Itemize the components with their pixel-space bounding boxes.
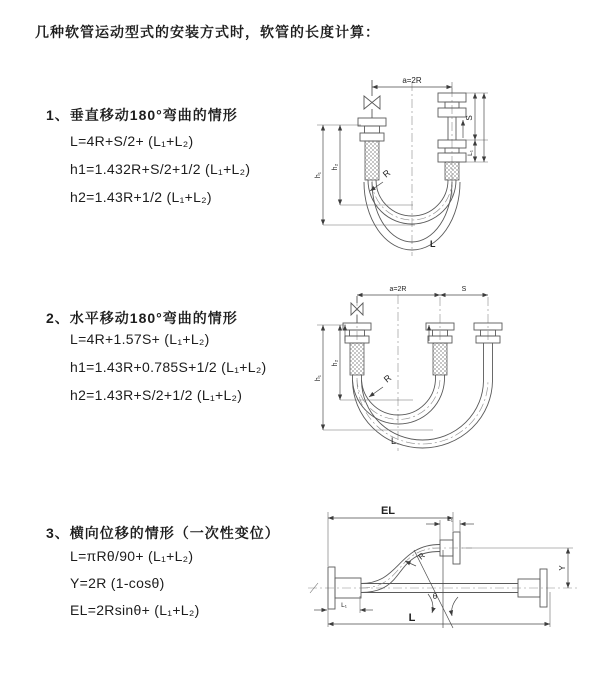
dim-label-l-total: L — [391, 436, 397, 446]
section1-formula-h1: h1=1.432R+S/2+1/2 (L₁+L₂) — [70, 161, 251, 177]
centerlines — [357, 295, 488, 451]
dim-label-s: S — [461, 286, 467, 293]
section1-heading: 1、垂直移动180°弯曲的情形 — [46, 107, 238, 123]
motion-arrows — [345, 325, 429, 341]
section3-formula-L: L=πRθ/90+ (L₁+L₂) — [70, 548, 194, 564]
dim-label-h1: h₁ — [315, 171, 322, 179]
section3-formula-EL: EL=2Rsinθ+ (L₁+L₂) — [70, 602, 200, 618]
dim-a2r-s — [357, 286, 488, 295]
section2-heading: 2、水平移动180°弯曲的情形 — [46, 310, 238, 326]
dim-label-l-total: L — [408, 612, 416, 624]
dim-label-r: R — [416, 550, 427, 562]
page-title: 几种软管运动型式的安装方式时，软管的长度计算： — [35, 24, 380, 40]
dim-label-y: Y — [558, 565, 567, 571]
dim-label-l-total: L — [430, 239, 436, 249]
dim-y — [462, 548, 573, 588]
section3-heading: 3、横向位移的情形（一次性变位） — [46, 525, 280, 541]
dim-s-l1 — [460, 93, 488, 162]
hose-second-position — [353, 380, 493, 448]
braided-hose-section — [445, 162, 459, 180]
section1-formula-h2: h2=1.43R+1/2 (L₁+L₂) — [70, 189, 212, 205]
radius-label — [369, 372, 394, 397]
dim-label-a2r: a=2R — [389, 286, 407, 293]
dim-label-h1: h₁ — [315, 374, 322, 382]
dim-label-s: S — [465, 115, 474, 121]
section2-formula-L: L=4R+1.57S+ (L₁+L₂) — [70, 331, 210, 347]
dim-label-r: R — [381, 372, 394, 385]
fixed-end-valve-leg — [358, 80, 386, 180]
flanges — [343, 323, 502, 380]
dim-label-a2r: a=2R — [402, 76, 422, 85]
dim-l1-bottom — [314, 596, 373, 613]
diagram-lateral-displacement — [300, 500, 600, 660]
diagram-horizontal-180-bend — [313, 283, 600, 458]
dim-label-l1-top: L₁ — [447, 516, 453, 523]
dim-el — [328, 505, 453, 566]
hose-u-bend — [353, 375, 493, 448]
dim-h1-h2 — [315, 325, 433, 430]
dim-label-l1: L₁ — [467, 150, 474, 156]
dim-label-theta: θ — [432, 592, 438, 601]
dim-label-el: EL — [380, 505, 396, 517]
diagram-vertical-180-bend — [313, 70, 593, 260]
dim-label-h2: h₂ — [332, 359, 339, 367]
valve-icon — [364, 96, 380, 109]
dim-l1-top — [426, 516, 474, 540]
section2-formula-h1: h1=1.43R+0.785S+1/2 (L₁+L₂) — [70, 359, 267, 375]
braided-hose-section — [365, 141, 379, 180]
dim-label-h2: h₂ — [332, 163, 339, 171]
dim-label-l1-bottom: L₁ — [341, 602, 347, 609]
valve — [351, 296, 363, 323]
braided-hose-section — [350, 343, 364, 375]
section3-formula-Y: Y=2R (1-cosθ) — [70, 575, 165, 591]
section2-formula-h2: h2=1.43R+S/2+1/2 (L₁+L₂) — [70, 387, 243, 403]
braided-hose-section — [433, 343, 447, 375]
dim-label-r: R — [380, 167, 393, 180]
section1-formula-L: L=4R+S/2+ (L₁+L₂) — [70, 133, 194, 149]
